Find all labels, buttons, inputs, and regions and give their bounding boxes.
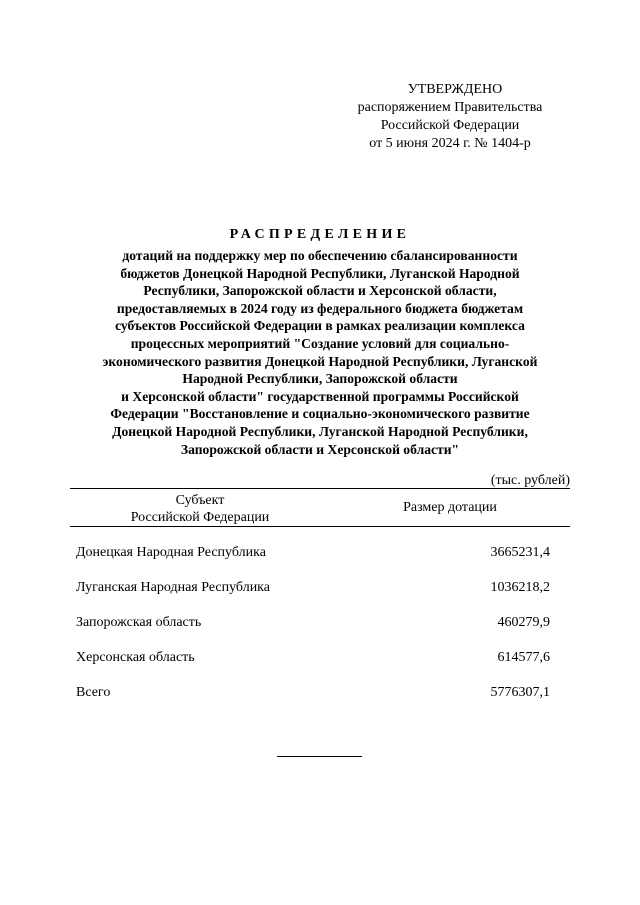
table-row [70,545,570,580]
subtitle-line: процессных мероприятий "Создание условий для социально- [130,335,510,351]
subtitle-line: Запорожской области и Херсонской области" [180,441,460,457]
units-label: (тыс. рублей) [490,473,570,488]
row-amount: 460279,9 [497,615,550,630]
document-title: РАСПРЕДЕЛЕНИЕ [229,227,411,242]
end-divider [277,756,362,757]
subtitle-line: дотаций на поддержку мер по обеспечению сбалансированности [122,248,518,263]
subtitle-line: Народной Республики, Запорожской области [182,371,458,387]
row-subject: Луганская Народная Республика [76,580,270,595]
approval-heading: УТВЕРЖДЕНО [407,82,503,97]
table-header [70,488,570,527]
approval-line-3: от 5 июня 2024 г. № 1404-р [369,136,531,151]
subtitle-line: Республики, Запорожской области и Херсонской области, [143,283,497,299]
header-subject [70,492,330,526]
table-row-total [70,685,570,720]
distribution-table [70,488,570,700]
subtitle-line: субъектов Российской Федерации в рамках реализации комплекса [115,318,525,334]
row-amount: 614577,6 [497,650,550,665]
row-amount: 5776307,1 [490,685,550,700]
approval-line-2: Российской Федерации [380,118,520,133]
approval-line-1: распоряжением Правительства [357,100,543,115]
table-row [70,580,570,615]
header-subject-line-1: Субъект [175,493,225,508]
approval-block [330,81,570,153]
document-subtitle [40,247,600,458]
subtitle-line: предоставляемых в 2024 году из федерального бюджета бюджетам [116,300,524,316]
header-subject-line-2: Российской Федерации [130,510,270,525]
row-amount: 1036218,2 [490,580,550,595]
row-subject: Донецкая Народная Республика [76,545,266,560]
row-subject: Херсонская область [76,650,195,665]
row-amount: 3665231,4 [490,545,550,560]
subtitle-line: Федерации "Восстановление и социально-экономического развитие [110,406,530,422]
table-body [70,545,570,720]
row-subject: Запорожская область [76,615,202,630]
table-row [70,615,570,650]
row-subject: Всего [76,685,111,700]
header-amount: Размер дотации [403,500,497,515]
subtitle-line: экономического развития Донецкой Народной Республики, Луганской [102,353,538,369]
subtitle-line: Донецкой Народной Республики, Луганской Народной Республики, [112,423,528,439]
subtitle-line: бюджетов Донецкой Народной Республики, Луганской Народной [120,265,520,281]
subtitle-line: и Херсонской области" государственной программы Российской [121,388,519,404]
table-row [70,650,570,685]
